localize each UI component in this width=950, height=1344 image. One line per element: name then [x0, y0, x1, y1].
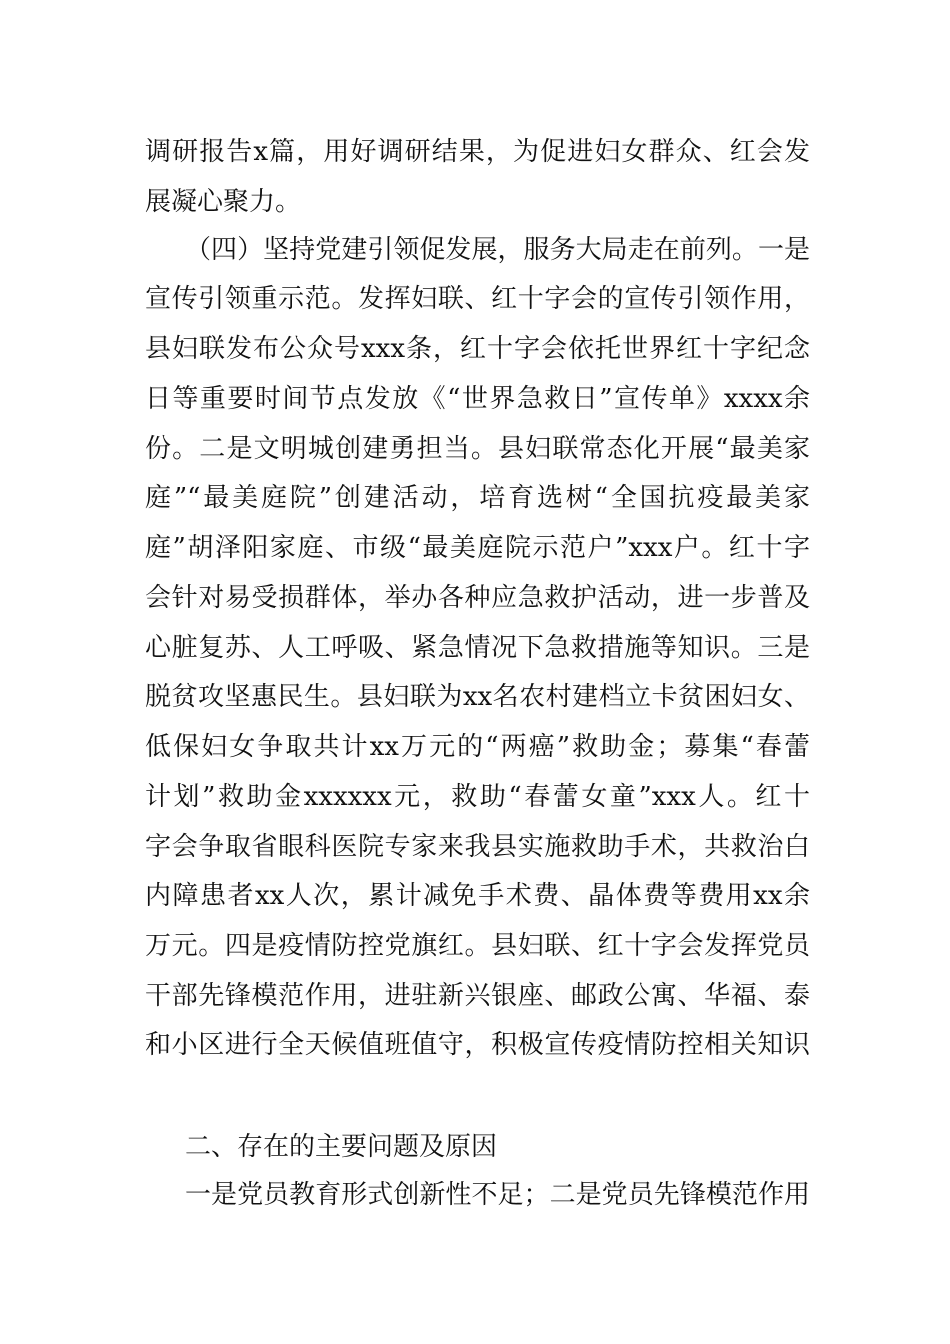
section-heading: 二、存在的主要问题及原因	[185, 1132, 498, 1162]
paragraph-line: 展凝心聚力。	[145, 187, 302, 217]
paragraph-line: 脱贫攻坚惠民生。县妇联为xx名农村建档立卡贫困妇女、	[145, 682, 810, 712]
paragraph-line: 庭”“最美庭院”创建活动，培育选树“全国抗疫最美家	[145, 483, 810, 513]
paragraph-line: 县妇联发布公众号xxx条，红十字会依托世界红十字纪念	[145, 334, 810, 364]
paragraph-line: （四）坚持党建引领促发展，服务大局走在前列。一是	[185, 235, 810, 265]
paragraph-line: 会针对易受损群体，举办各种应急救护活动，进一步普及	[145, 583, 810, 613]
paragraph-line: 心脏复苏、人工呼吸、紧急情况下急救措施等知识。三是	[145, 633, 810, 663]
paragraph-line: 和小区进行全天候值班值守，积极宣传疫情防控相关知识	[145, 1030, 810, 1060]
paragraph-line: 内障患者xx人次，累计减免手术费、晶体费等费用xx余	[145, 881, 810, 911]
paragraph-line: 份。二是文明城创建勇担当。县妇联常态化开展“最美家	[145, 434, 810, 464]
paragraph-line: 低保妇女争取共计xx万元的“两癌”救助金；募集“春蕾	[145, 732, 810, 762]
paragraph-line: 日等重要时间节点发放《“世界急救日”宣传单》xxxx余	[145, 384, 810, 414]
paragraph-line: 计划”救助金xxxxxx元，救助“春蕾女童”xxx人。红十	[145, 782, 810, 812]
paragraph-line: 万元。四是疫情防控党旗红。县妇联、红十字会发挥党员	[145, 931, 810, 961]
paragraph-line: 字会争取省眼科医院专家来我县实施救助手术，共救治白	[145, 832, 810, 862]
paragraph-line: 调研报告x篇，用好调研结果，为促进妇女群众、红会发	[145, 137, 810, 167]
paragraph-line: 宣传引领重示范。发挥妇联、红十字会的宣传引领作用，	[145, 284, 810, 314]
paragraph-line: 庭”胡泽阳家庭、市级“最美庭院示范户”xxx户。红十字	[145, 533, 810, 563]
paragraph-line: 干部先锋模范作用，进驻新兴银座、邮政公寓、华福、泰	[145, 981, 810, 1011]
paragraph-line: 一是党员教育形式创新性不足；二是党员先锋模范作用	[185, 1180, 810, 1210]
